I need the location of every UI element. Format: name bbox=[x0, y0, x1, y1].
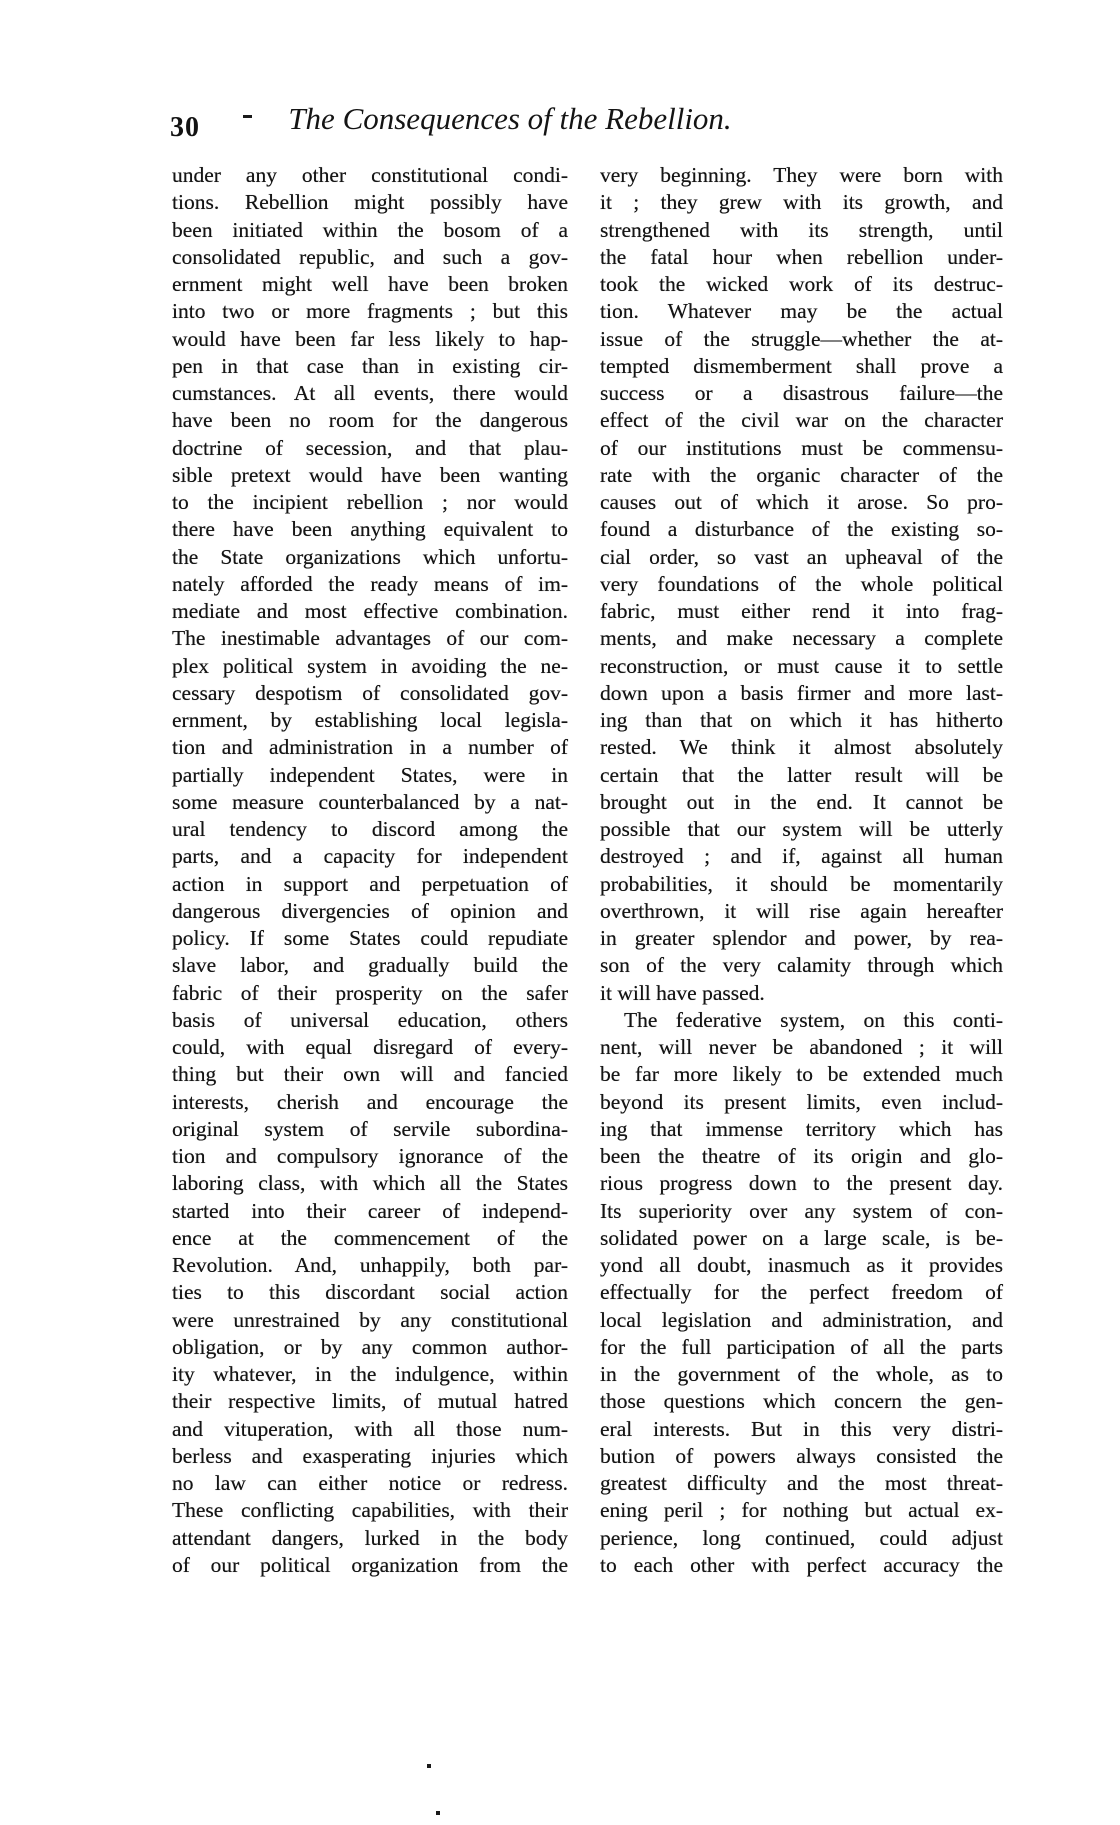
text-line: These conflicting capabilities, with their bbox=[172, 1498, 568, 1523]
text-line: destroyed ; and if, against all human bbox=[600, 844, 1003, 869]
text-line: ity whatever, in the indulgence, within bbox=[172, 1362, 568, 1386]
text-line: to each other with perfect accuracy the bbox=[600, 1552, 1003, 1577]
text-line: strengthened with its strength, until bbox=[600, 217, 1003, 242]
text-line: solidated power on a large scale, is be- bbox=[600, 1225, 1003, 1250]
text-line: nent, will never be abandoned ; it will bbox=[600, 1035, 1003, 1059]
text-line: thing but their own will and fancied bbox=[172, 1062, 568, 1087]
text-line: issue of the struggle—whether the at- bbox=[600, 326, 1003, 351]
text-line: possible that our system will be utterly bbox=[600, 817, 1003, 841]
text-line: been the theatre of its origin and glo- bbox=[600, 1144, 1003, 1168]
text-line: partially independent States, were in bbox=[172, 762, 568, 787]
text-line: brought out in the end. It cannot be bbox=[600, 789, 1003, 814]
text-line: tion and compulsory ignorance of the bbox=[172, 1144, 568, 1168]
text-line: slave labor, and gradually build the bbox=[172, 953, 568, 978]
text-line: The inestimable advantages of our com- bbox=[172, 626, 568, 651]
text-line: tempted dismemberment shall prove a bbox=[600, 353, 1003, 378]
text-line: found a disturbance of the existing so- bbox=[600, 517, 1003, 542]
text-line: into two or more fragments ; but this bbox=[172, 299, 568, 324]
text-line: took the wicked work of its destruc- bbox=[600, 272, 1003, 296]
text-line: very foundations of the whole political bbox=[600, 571, 1003, 596]
text-line: parts, and a capacity for independent bbox=[172, 844, 568, 869]
text-line: cumstances. At all events, there would bbox=[172, 381, 568, 405]
text-line: rested. We think it almost absolutely bbox=[600, 735, 1003, 760]
text-line: rious progress down to the present day. bbox=[600, 1171, 1003, 1196]
text-line: ments, and make necessary a complete bbox=[600, 626, 1003, 651]
text-line: were unrestrained by any constitutional bbox=[172, 1307, 568, 1332]
text-line: those questions which concern the gen- bbox=[600, 1389, 1003, 1414]
running-title: The Consequences of the Rebellion. bbox=[288, 101, 732, 136]
page-header bbox=[0, 0, 1120, 160]
text-line: could, with equal disregard of every- bbox=[172, 1035, 568, 1059]
text-line: effect of the civil war on the character bbox=[600, 408, 1003, 433]
text-line: and vituperation, with all those num- bbox=[172, 1416, 568, 1441]
text-line: for the full participation of all the parts bbox=[600, 1334, 1003, 1359]
text-line: sible pretext would have been wanting bbox=[172, 462, 568, 487]
text-line: attendant dangers, lurked in the body bbox=[172, 1525, 568, 1550]
text-line: interests, cherish and encourage the bbox=[172, 1089, 568, 1114]
text-line: ernment, by establishing local legisla- bbox=[172, 708, 568, 732]
text-line: Its superiority over any system of con- bbox=[600, 1198, 1003, 1223]
text-line: overthrown, it will rise again hereafter bbox=[600, 898, 1003, 923]
text-line: started into their career of independ- bbox=[172, 1198, 568, 1223]
text-line: it will have passed. bbox=[600, 980, 765, 1005]
text-line: consolidated republic, and such a gov- bbox=[172, 244, 568, 269]
text-column-left bbox=[172, 162, 568, 1579]
text-line: policy. If some States could repudiate bbox=[172, 926, 568, 950]
text-line: tion and administration in a number of bbox=[172, 735, 568, 760]
text-line: of our political organization from the bbox=[172, 1552, 568, 1577]
text-line: under any other constitutional condi- bbox=[172, 163, 568, 187]
text-line: cessary despotism of consolidated gov- bbox=[172, 680, 568, 705]
text-line: down upon a basis firmer and more last- bbox=[600, 680, 1003, 705]
text-line: effectually for the perfect freedom of bbox=[600, 1280, 1003, 1305]
text-line: yond all doubt, inasmuch as it provides bbox=[600, 1253, 1003, 1277]
text-line: reconstruction, or must cause it to settle bbox=[600, 653, 1003, 678]
text-line: ural tendency to discord among the bbox=[172, 817, 568, 841]
text-line: there have been anything equivalent to bbox=[172, 517, 568, 542]
text-line: of our institutions must be commensu- bbox=[600, 435, 1003, 460]
text-line: action in support and perpetuation of bbox=[172, 871, 568, 896]
text-line: laboring class, with which all the States bbox=[172, 1171, 568, 1196]
text-line: it ; they grew with its growth, and bbox=[600, 190, 1003, 215]
text-line: basis of universal education, others bbox=[172, 1007, 568, 1032]
text-line: berless and exasperating injuries which bbox=[172, 1443, 568, 1468]
text-line: tion. Whatever may be the actual bbox=[600, 299, 1003, 324]
text-line: local legislation and administration, and bbox=[600, 1307, 1003, 1332]
text-line: nately afforded the ready means of im- bbox=[172, 571, 568, 596]
scan-speck bbox=[436, 1811, 440, 1815]
text-line: doctrine of secession, and that plau- bbox=[172, 435, 568, 460]
text-line: their respective limits, of mutual hatred bbox=[172, 1389, 568, 1414]
text-line: the State organizations which unfortu- bbox=[172, 544, 568, 569]
text-line: fabric, must either rend it into frag- bbox=[600, 599, 1003, 623]
scan-speck bbox=[427, 1764, 431, 1768]
text-line: ties to this discordant social action bbox=[172, 1280, 568, 1305]
text-line: beyond its present limits, even includ- bbox=[600, 1089, 1003, 1114]
text-line: ening peril ; for nothing but actual ex- bbox=[600, 1498, 1003, 1523]
text-line: original system of servile subordina- bbox=[172, 1116, 568, 1141]
text-line: ing than that on which it has hitherto bbox=[600, 708, 1003, 732]
text-line: tions. Rebellion might possibly have bbox=[172, 190, 568, 215]
text-line: ing that immense territory which has bbox=[600, 1116, 1003, 1141]
text-line: success or a disastrous failure—the bbox=[600, 381, 1003, 405]
text-line: no law can either notice or redress. bbox=[172, 1471, 568, 1495]
text-line: greatest difficulty and the most threat- bbox=[600, 1471, 1003, 1495]
text-line: certain that the latter result will be bbox=[600, 762, 1003, 787]
text-line: been initiated within the bosom of a bbox=[172, 217, 568, 242]
text-line: causes out of which it arose. So pro- bbox=[600, 490, 1003, 514]
text-line: eral interests. But in this very distri- bbox=[600, 1416, 1003, 1441]
text-line: bution of powers always consisted the bbox=[600, 1443, 1003, 1468]
text-line: pen in that case than in existing cir- bbox=[172, 353, 568, 378]
text-line: perience, long continued, could adjust bbox=[600, 1525, 1003, 1550]
text-line: be far more likely to be extended much bbox=[600, 1062, 1003, 1087]
text-line: plex political system in avoiding the ne- bbox=[172, 653, 568, 678]
text-line: probabilities, it should be momentarily bbox=[600, 871, 1003, 896]
text-line: rate with the organic character of the bbox=[600, 462, 1003, 487]
text-line: son of the very calamity through which bbox=[600, 953, 1003, 978]
page-number: 30 bbox=[170, 112, 200, 143]
text-line: obligation, or by any common author- bbox=[172, 1334, 568, 1359]
text-line: mediate and most effective combination. bbox=[172, 599, 568, 623]
text-line: the fatal hour when rebellion under- bbox=[600, 244, 1003, 269]
text-line: ence at the commencement of the bbox=[172, 1225, 568, 1250]
text-line: have been no room for the dangerous bbox=[172, 408, 568, 433]
text-line: ernment might well have been broken bbox=[172, 272, 568, 296]
text-line: in the government of the whole, as to bbox=[600, 1362, 1003, 1386]
text-line: some measure counterbalanced by a nat- bbox=[172, 789, 568, 814]
text-line: to the incipient rebellion ; nor would bbox=[172, 490, 568, 514]
text-line: The federative system, on this conti- bbox=[624, 1007, 1003, 1032]
scan-speck bbox=[243, 115, 252, 118]
text-line: in greater splendor and power, by rea- bbox=[600, 926, 1003, 950]
text-line: cial order, so vast an upheaval of the bbox=[600, 544, 1003, 569]
text-line: fabric of their prosperity on the safer bbox=[172, 980, 568, 1005]
text-line: dangerous divergencies of opinion and bbox=[172, 898, 568, 923]
text-column-right bbox=[600, 162, 1003, 1579]
text-line: Revolution. And, unhappily, both par- bbox=[172, 1253, 568, 1277]
text-line: very beginning. They were born with bbox=[600, 163, 1003, 187]
text-line: would have been far less likely to hap- bbox=[172, 326, 568, 351]
